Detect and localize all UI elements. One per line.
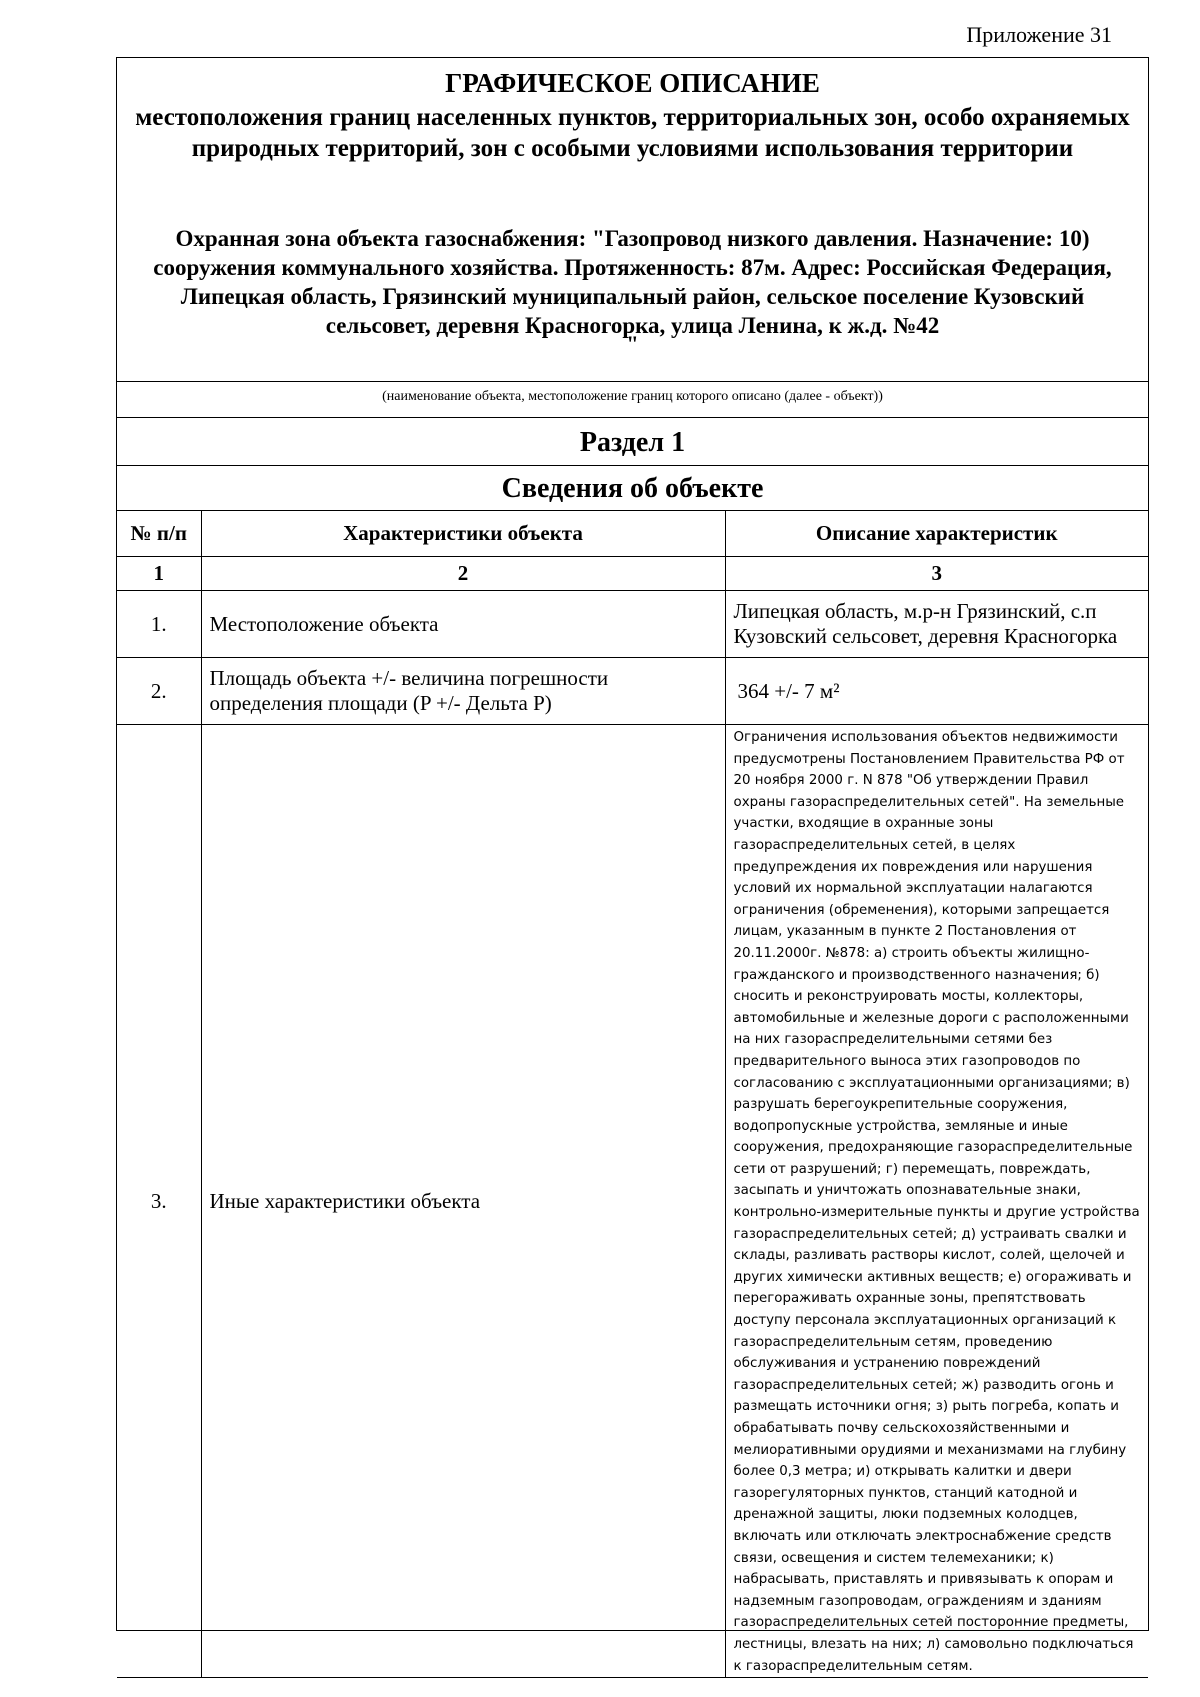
row-number: 3. (117, 725, 201, 1678)
header-cell-characteristic: Характеристики объекта (201, 511, 725, 557)
object-info-table (117, 511, 1148, 1678)
row-number: 1. (117, 591, 201, 658)
row-description: 364 +/- 7 м² (725, 658, 1148, 725)
row-description: Липецкая область, м.р-н Грязинский, с.п Кузовский сельсовет, деревня Красногорка (725, 591, 1148, 658)
row-description: Ограничения использования объектов недвижимости предусмотрены Постановлением Правительства РФ от 20 ноября 2000 г. N 878 "Об утверждении Правил охраны газораспределительных сетей". На земельные участки, входящие в охранные зоны газораспределительных сетей, в целях предупреждения их повреждения или нарушения условий их нормальной эксплуатации налагаются ограничения (обременения), которыми запрещается лицам, указанным в пункте 2 Постановления от 20.11.2000г. №878: а) строить объекты жилищно-гражданского и производственного назначения; б) сносить и реконструировать мосты, коллекторы, автомобильные и железные дороги с расположенными на них газораспределительными сетями без предварительного выноса этих газопроводов по согласованию с эксплуатационными организациями; в) разрушать берегоукрепительные сооружения, водопропускные устройства, земляные и иные сооружения, предохраняющие газораспределительные сети от разрушений; г) перемещать, повреждать, засыпать и уничтожать опознавательные знаки, контрольно-измерительные пункты и другие устройства газораспределительных сетей; д) устраивать свалки и склады, разливать растворы кислот, солей, щелочей и других химически активных веществ; е) огораживать и перегораживать охранные зоны, препятствовать доступу персонала эксплуатационных организаций к газораспределительным сетям, проведению обслуживания и устранению повреждений газораспределительных сетей; ж) разводить огонь и размещать источники огня; з) рыть погреба, копать и обрабатывать почву сельскохозяйственными и мелиоративными орудиями и механизмами на глубину более 0,3 метра; и) открывать калитки и двери газорегуляторных пунктов, станций катодной и дренажной защиты, люки подземных колодцев, включать или отключать электроснабжение средств связи, освещения и систем телемеханики; к) набрасывать, приставлять и привязывать к опорам и надземным газопроводам, ограждениям и зданиям газораспределительных сетей посторонние предметы, лестницы, влезать на них; л) самовольно подключаться к газораспределительным сетям. (725, 725, 1148, 1678)
row-characteristic: Местоположение объекта (201, 591, 725, 658)
column-number: 3 (725, 557, 1148, 591)
appendix-label: Приложение 31 (966, 22, 1112, 47)
document-subtitle: местоположения границ населенных пунктов, территориальных зон, особо охраняемых природных территорий, зон с особыми условиями использования территории (135, 104, 1130, 162)
row-number: 2. (117, 658, 201, 725)
section-title: Раздел 1 (117, 418, 1148, 466)
row-characteristic: Иные характеристики объекта (201, 725, 725, 1678)
row-characteristic: Площадь объекта +/- величина погрешности определения площади (P +/- Дельта P) (201, 658, 725, 725)
table-row (117, 725, 1148, 1678)
header-cell-description: Описание характеристик (725, 511, 1148, 557)
section-subtitle: Сведения об объекте (117, 466, 1148, 511)
table-row (117, 591, 1148, 658)
object-caption: (наименование объекта, местоположение границ которого описано (далее - объект)) (117, 383, 1148, 418)
column-number: 2 (201, 557, 725, 591)
header-cell-number: № п/п (117, 511, 201, 557)
column-number: 1 (117, 557, 201, 591)
document-frame (116, 57, 1149, 1674)
document-title: ГРАФИЧЕСКОЕ ОПИСАНИЕ (445, 68, 820, 98)
object-name: Охранная зона объекта газоснабжения: "Газопровод низкого давления. Назначение: 10) сооружения коммунального хозяйства. Протяженность: 87м. Адрес: Российская Федерация, Липецкая область, Грязинский муниципальный район, сельское поселение Кузовский сельсовет, деревня Красногорка, улица Ленина, к ж.д. №42 (153, 226, 1112, 338)
table-header-row (117, 511, 1148, 557)
table-row (117, 658, 1148, 725)
document-header (117, 58, 1148, 382)
object-name-tail: " (626, 331, 639, 356)
column-number-row (117, 557, 1148, 591)
